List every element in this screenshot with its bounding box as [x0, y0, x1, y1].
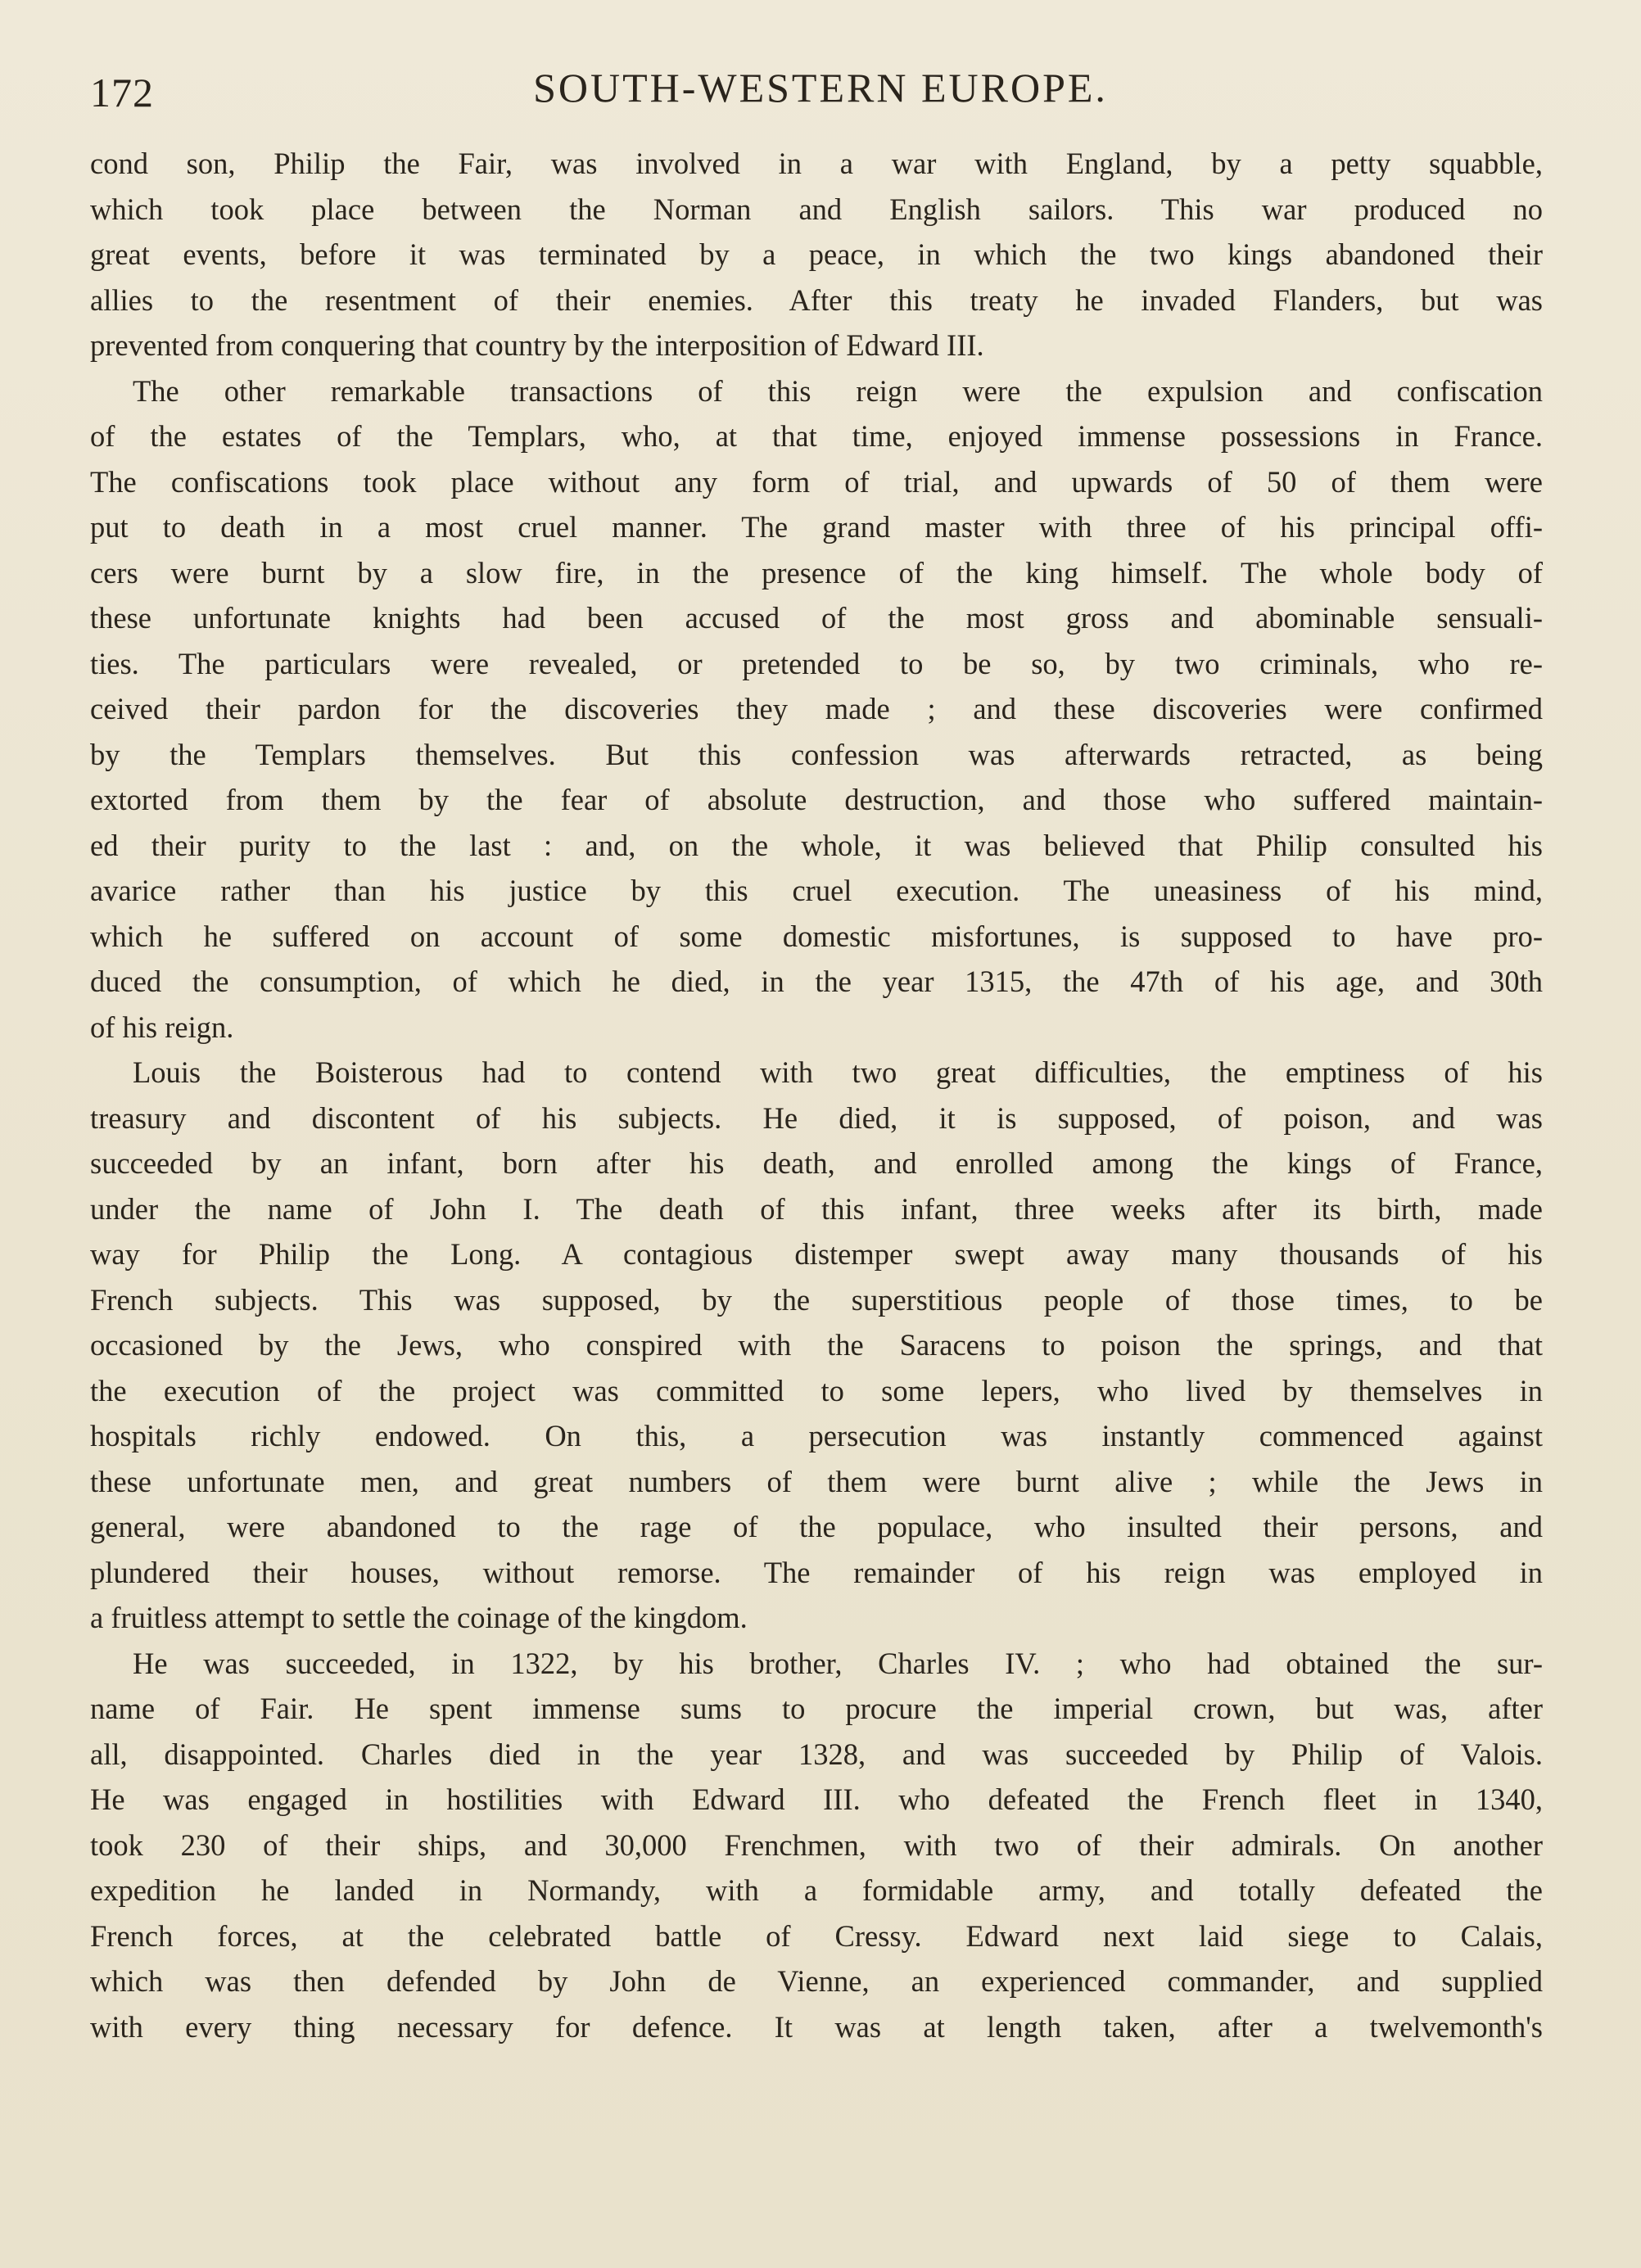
text-line: name of Fair. He spent immense sums to procure the imperial crown, but was, after: [90, 1692, 1543, 1725]
text-line: The other remarkable transactions of this reign were the expulsion and confiscation: [133, 373, 1543, 408]
text-line: of his reign.: [90, 1010, 234, 1044]
text-line: way for Philip the Long. A contagious distemper swept away many thousands of his: [90, 1237, 1543, 1271]
text-line: French forces, at the celebrated battle of Cressy. Edward next laid siege to Calais,: [90, 1918, 1543, 1953]
paragraph-4: [90, 1641, 1543, 2050]
text-line: these unfortunate knights had been accused of the most gross and abominable sensuali-: [90, 601, 1543, 635]
text-line: which took place between the Norman and English sailors. This war produced no: [90, 192, 1543, 226]
text-line: all, disappointed. Charles died in the year 1328, and was succeeded by Philip of Valois.: [90, 1737, 1543, 1771]
text-line: these unfortunate men, and great numbers of them were burnt alive ; while the Jews in: [90, 1464, 1543, 1498]
text-line: succeeded by an infant, born after his death, and enrolled among the kings of France,: [90, 1146, 1543, 1180]
text-line: Louis the Boisterous had to contend with two great difficulties, the emptiness of his: [133, 1055, 1543, 1089]
text-line: cond son, Philip the Fair, was involved in a war with England, by a petty squabble,: [90, 147, 1543, 180]
text-line: under the name of John I. The death of this infant, three weeks after its birth, made: [90, 1191, 1543, 1226]
text-line: He was succeeded, in 1322, by his brother, Charles IV. ; who had obtained the sur-: [133, 1646, 1543, 1680]
body-text: [90, 141, 1543, 2049]
text-line: allies to the resentment of their enemies. After this treaty he invaded Flanders, but was: [90, 282, 1543, 317]
text-line: French subjects. This was supposed, by the superstitious people of those times, to be: [90, 1282, 1543, 1317]
text-line: He was engaged in hostilities with Edward III. who defeated the French fleet in 1340,: [90, 1782, 1543, 1816]
text-line: avarice rather than his justice by this cruel execution. The uneasiness of his mind,: [90, 874, 1543, 907]
text-line: expedition he landed in Normandy, with a formidable army, and totally defeated the: [90, 1873, 1543, 1907]
text-line: ed their purity to the last : and, on the whole, it was believed that Philip consulted his: [90, 828, 1543, 862]
text-line: ceived their pardon for the discoveries they made ; and these discoveries were confirmed: [90, 692, 1543, 725]
page-number: 172: [90, 70, 154, 115]
text-line: cers were burnt by a slow fire, in the presence of the king himself. The whole body of: [90, 555, 1543, 590]
text-line: treasury and discontent of his subjects. He died, it is supposed, of poison, and was: [90, 1100, 1543, 1135]
text-line: a fruitless attempt to settle the coinage of the kingdom.: [90, 1601, 748, 1634]
text-line: the execution of the project was committed to some lepers, who lived by themselves in: [90, 1373, 1543, 1407]
paragraph-2: [90, 368, 1543, 1050]
text-line: hospitals richly endowed. On this, a persecution was instantly commenced against: [90, 1419, 1543, 1453]
text-line: put to death in a most cruel manner. The grand master with three of his principal offi-: [90, 510, 1543, 544]
text-line: great events, before it was terminated by a peace, in which the two kings abandoned their: [90, 237, 1543, 271]
text-line: with every thing necessary for defence. It was at length taken, after a twelvemonth's: [90, 2009, 1543, 2044]
text-line: prevented from conquering that country by the interposition of Edward III.: [90, 328, 984, 362]
paragraph-3: [90, 1050, 1543, 1641]
text-line: which he suffered on account of some domestic misfortunes, is supposed to have pro-: [90, 919, 1543, 953]
text-line: by the Templars themselves. But this confession was afterwards retracted, as being: [90, 737, 1543, 771]
text-line: duced the consumption, of which he died, in the year 1315, the 47th of his age, and 30th: [90, 965, 1543, 998]
text-line: plundered their houses, without remorse. The remainder of his reign was employed in: [90, 1555, 1543, 1589]
text-line: took 230 of their ships, and 30,000 Frenchmen, with two of their admirals. On another: [90, 1828, 1543, 1862]
text-line: which was then defended by John de Vienne, an experienced commander, and supplied: [90, 1964, 1543, 1998]
paragraph-1: [90, 141, 1543, 368]
text-line: of the estates of the Templars, who, at that time, enjoyed immense possessions in France.: [90, 419, 1543, 453]
text-line: ties. The particulars were revealed, or pretended to be so, by two criminals, who re-: [90, 646, 1543, 680]
running-title: SOUTH-WESTERN EUROPE.: [533, 65, 1108, 111]
text-line: extorted from them by the fear of absolute destruction, and those who suffered maintain-: [90, 783, 1543, 816]
text-line: The confiscations took place without any form of trial, and upwards of 50 of them were: [90, 464, 1543, 499]
text-line: general, were abandoned to the rage of the populace, who insulted their persons, and: [90, 1510, 1543, 1543]
text-line: occasioned by the Jews, who conspired with the Saracens to poison the springs, and that: [90, 1328, 1543, 1362]
